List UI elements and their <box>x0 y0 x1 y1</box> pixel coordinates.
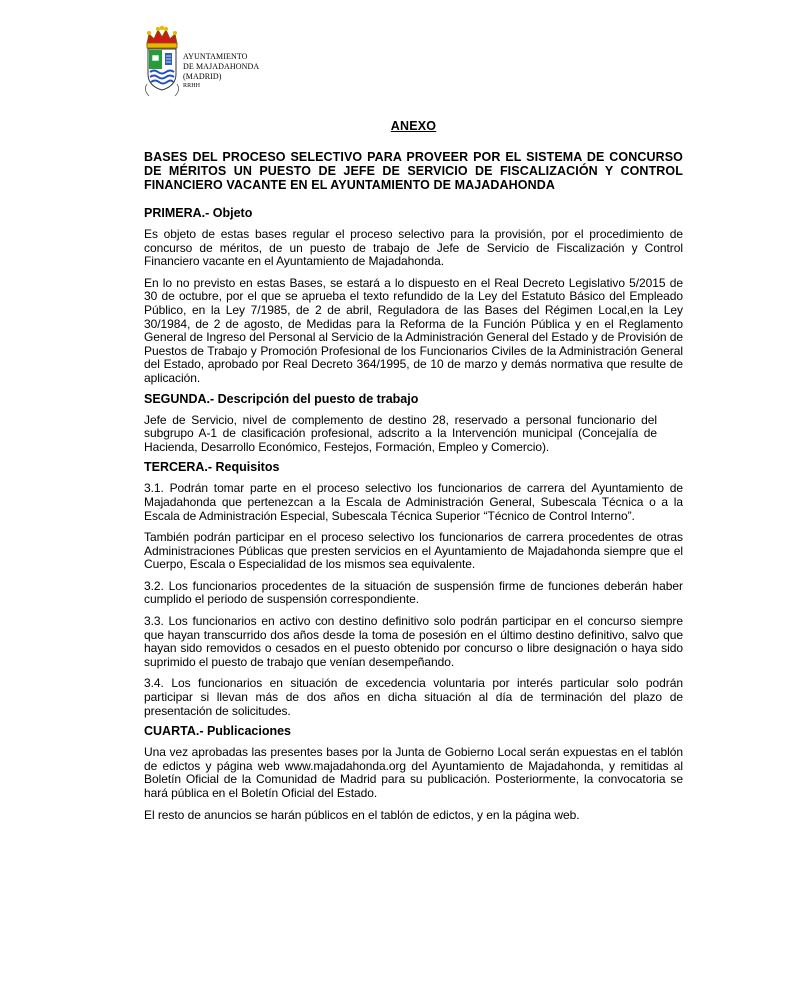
paragraph: Una vez aprobadas las presentes bases por la Junta de Gobierno Local serán expuestas en el tablón de edictos y página web www.majadahonda.org del Ayuntamiento de Majadahonda, y remitidas al Boletín Oficial de la Comunidad de Madrid para su publicación. Posteriormente, la convocatoria se hará pública en el Boletín Oficial del Estado. <box>144 745 683 800</box>
section-4-heading: CUARTA.- Publicaciones <box>144 724 292 739</box>
paragraph: Jefe de Servicio, nivel de complemento de destino 28, reservado a personal funcionario del subgrupo A-1 de clasificación profesional, adscrito a la Intervención municipal (Concejalía de Hacienda, Desarrollo Económico, Festejos, Formación, Empleo y Comercio). <box>144 412 657 454</box>
paragraph: 3.1. Podrán tomar parte en el proceso selectivo los funcionarios de carrera del Ayuntamiento de Majadahonda que pertenezcan a la Escala de Administración General, Subescala Técnica o a la Escala de Administración Especial, Subescala Técnica Superior “Técnico de Control Interno”. <box>144 481 683 523</box>
municipal-coat-of-arms-icon <box>143 24 181 98</box>
document-body <box>144 119 683 830</box>
paragraph: 3.3. Los funcionarios en activo con destino definitivo solo podrán participar en el concurso siempre que hayan transcurrido dos años desde la toma de posesión en el último destino definitivo, salvo que hayan sido removidos o cesados en el puesto obtenido por concurso o libre designación o haya sido suprimido el puesto de trabajo que venían desempeñando. <box>144 614 683 669</box>
paragraph: 3.2. Los funcionarios procedentes de la situación de suspensión firme de funciones deberán haber cumplido el periodo de suspensión correspondiente. <box>144 578 683 607</box>
paragraph: En lo no previsto en estas Bases, se estará a lo dispuesto en el Real Decreto Legislativo 5/2015 de 30 de octubre, por el que se aprueba el texto refundido de la Ley del Estatuto Básico del Empleado Público, en la Ley 7/1985, de 2 de abril, Reguladora de las Bases del Régimen Local,en la Ley 30/1984, de 2 de agosto, de Medidas para la Reforma de la Función Pública y en el Reglamento General de Ingreso del Personal al Servicio de la Administración General del Estado y de Provisión de Puestos de Trabajo y Promoción Profesional de los Funcionarios Civiles de la Administración General del Estado, aprobado por Real Decreto 364/1995, de 10 de marzo y demás normativa que resulte de aplicación. <box>144 275 683 385</box>
section-2-heading: SEGUNDA.- Descripción del puesto de trabajo <box>144 391 419 406</box>
paragraph: El resto de anuncios se harán públicos en el tablón de edictos, y en la página web. <box>144 807 580 822</box>
annex-heading: ANEXO <box>390 119 437 133</box>
paragraph: Es objeto de estas bases regular el proceso selectivo para la provisión, por el procedimiento de concurso de méritos, de un puesto de trabajo de Jefe de Servicio de Fiscalización y Control Financiero vacante en el Ayuntamiento de Majadahonda. <box>144 227 683 269</box>
document-title: BASES DEL PROCESO SELECTIVO PARA PROVEER POR EL SISTEMA DE CONCURSO DE MÉRITOS UN PUESTO DE JEFE DE SERVICIO DE FISCALIZACIÓN Y CONTROL FINANCIERO VACANTE EN EL AYUNTAMIENTO DE MAJADAHONDA <box>144 150 683 192</box>
org-line-2: DE MAJADAHONDA <box>183 62 260 71</box>
department-label: RRHH <box>183 83 201 89</box>
org-line-3: (MADRID) <box>183 72 222 81</box>
paragraph: 3.4. Los funcionarios en situación de excedencia voluntaria por interés particular solo podrán participar si llevan más de dos años en dicha situación al día de terminación del plazo de presentación de solicitudes. <box>144 676 683 718</box>
section-3-heading: TERCERA.- Requisitos <box>144 460 280 475</box>
section-1-heading: PRIMERA.- Objeto <box>144 206 253 220</box>
org-line-1: AYUNTAMIENTO <box>183 52 248 61</box>
letterhead <box>143 24 443 100</box>
organization-name <box>183 52 259 90</box>
paragraph: También podrán participar en el proceso selectivo los funcionarios de carrera procedentes de otras Administraciones Públicas que presten servicios en el Ayuntamiento de Majadahonda siempre que el Cuerpo, Escala o Especialidad de los mismos sea equivalente. <box>144 530 683 572</box>
